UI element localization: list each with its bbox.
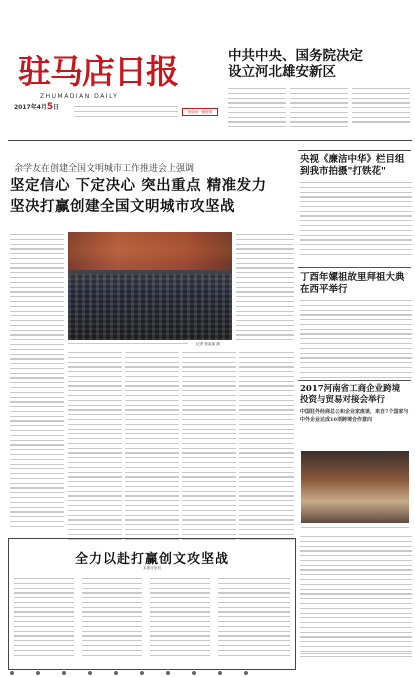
footer-links [300, 653, 412, 658]
lead-body-col2 [68, 352, 122, 543]
sidebar-story1-title [300, 154, 412, 178]
top-story-col3 [352, 88, 410, 126]
sidebar-story1-title-line2: 到我市拍摄"打铁花" [300, 166, 386, 177]
meeting-stage [68, 232, 232, 270]
photo-caption [68, 343, 188, 348]
top-headline-line2: 设立河北雄安新区 [228, 64, 336, 80]
lead-headline-line2: 坚决打赢创建全国文明城市攻坚战 [10, 199, 235, 215]
sidebar-story2-body [300, 300, 412, 381]
sidebar-story2-title [300, 272, 412, 296]
commentary-byline: 本报评论员 [143, 566, 161, 570]
commentary-title: 全力以赴打赢创文攻坚战 [74, 552, 229, 567]
sidebar-top-rule [298, 150, 411, 151]
lead-headline-line1: 坚定信心 下定决心 突出重点 精准发力 [10, 178, 267, 194]
sidebar-story3-title [300, 384, 412, 406]
sidebar-story1-body [300, 182, 412, 259]
lead-body-col5 [239, 352, 294, 543]
commentary-col1 [14, 578, 74, 659]
issue-date [14, 104, 59, 112]
sidebar-divider-2 [298, 380, 411, 381]
commentary-col2 [82, 578, 142, 659]
lead-body-col1 [10, 234, 64, 530]
sidebar-story2-title-line2: 在西平举行 [300, 284, 348, 295]
trade-fair-caption [301, 527, 409, 532]
sidebar-divider-1 [298, 267, 411, 268]
sidebar-story1-title-line1: 央视《廉洁中华》栏目组 [300, 154, 405, 165]
masthead-rule [8, 140, 412, 141]
trade-fair-photo [301, 451, 409, 523]
top-headline [228, 48, 408, 80]
issue-day-suffix: 日 [53, 104, 60, 111]
audience-crowd [68, 274, 232, 340]
lead-body-col4 [182, 352, 236, 543]
sidebar-story2-title-line1: 丁酉年嫘祖故里拜祖大典 [300, 272, 405, 283]
top-headline-line1: 中共中央、国务院决定 [228, 48, 363, 64]
publication-info [74, 106, 178, 120]
masthead-subtitle: ZHUMADIAN DAILY [40, 93, 119, 100]
commentary-dot-ornament [10, 660, 294, 666]
sidebar-story3-subtitle: 中国驻外经商总公和企业家座谈，来自7个国家与中外企业达成10项跨境合作意向 [300, 409, 409, 423]
lead-headline [10, 176, 295, 218]
sidebar-story3-title-line2: 投资与贸易对接会举行 [300, 395, 386, 405]
commentary-col3 [150, 578, 210, 659]
lead-body-col-right [236, 234, 294, 344]
commentary-col4 [218, 578, 290, 659]
top-story-col1 [228, 88, 286, 131]
photo-byline: 记者 张某某 摄 [196, 342, 220, 346]
issue-day: 5 [46, 102, 54, 112]
lead-body-col3 [125, 352, 179, 543]
lead-kicker: 余学友在创建全国文明城市工作推进会上强调 [14, 164, 195, 174]
top-story-col2 [290, 88, 348, 131]
sidebar-story3-title-line1: 2017河南省工商企业跨境 [300, 384, 401, 394]
sidebar-story3-body [300, 536, 412, 660]
issue-date-text: 2017年4月 [14, 104, 47, 111]
masthead-title: 驻马店日报 [18, 52, 178, 91]
honor-badge: 河南省一级报纸 [182, 108, 218, 116]
